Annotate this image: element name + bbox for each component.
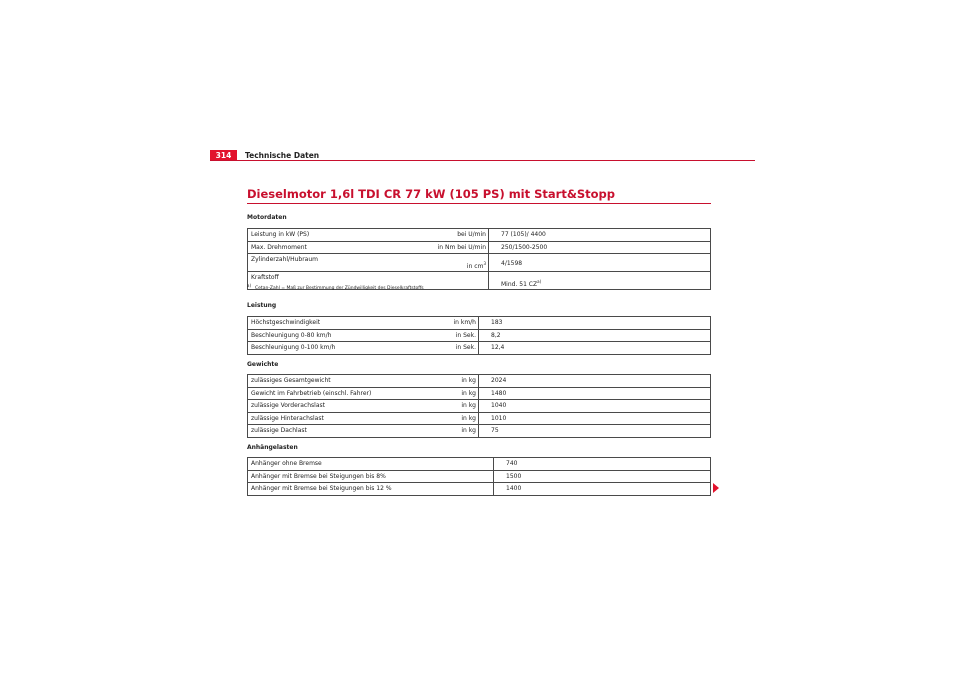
row-label: Anhänger mit Bremse bei Steigungen bis 12 %	[248, 483, 408, 496]
row-unit: in Nm bei U/min	[408, 241, 489, 254]
row-value: 2024	[479, 375, 711, 388]
row-unit: bei U/min	[408, 229, 489, 242]
row-label: Anhänger ohne Bremse	[248, 458, 408, 471]
section-label-gewichte: Gewichte	[247, 361, 279, 368]
table-row	[248, 458, 711, 471]
row-value: 8,2	[479, 329, 711, 342]
table-row	[248, 329, 711, 342]
section-label-anhaengelasten: Anhängelasten	[247, 444, 298, 451]
row-value	[489, 272, 711, 290]
row-label: zulässiges Gesamtgewicht	[248, 375, 408, 388]
row-unit: in kg	[408, 387, 479, 400]
row-label: zulässige Dachlast	[248, 425, 408, 438]
table-gewichte	[247, 374, 711, 438]
table-leistung	[247, 316, 711, 355]
row-label: Max. Drehmoment	[248, 241, 408, 254]
table-row	[248, 229, 711, 242]
table-row	[248, 375, 711, 388]
header-divider	[210, 160, 755, 161]
footnote-ref: a)	[537, 279, 542, 284]
row-value: 75	[479, 425, 711, 438]
table-row	[248, 241, 711, 254]
footnote-text: Cetan-Zahl = Maß zur Bestimmung der Zündwilligkeit des Dieselkraftstoffs	[255, 286, 424, 291]
row-unit: in km/h	[408, 317, 479, 330]
row-unit: in kg	[408, 425, 479, 438]
superscript: 3	[483, 261, 486, 266]
row-unit: in Sek.	[408, 342, 479, 355]
row-label: Höchstgeschwindigkeit	[248, 317, 408, 330]
row-value: 12,4	[479, 342, 711, 355]
row-value: 740	[494, 458, 711, 471]
table-row	[248, 470, 711, 483]
row-unit	[408, 470, 494, 483]
table-row	[248, 400, 711, 413]
row-value: 1010	[479, 412, 711, 425]
row-label: Leistung in kW (PS)	[248, 229, 408, 242]
table-row	[248, 412, 711, 425]
section-label-leistung: Leistung	[247, 302, 277, 309]
row-value: 4/1598	[489, 254, 711, 272]
row-label: zulässige Hinterachslast	[248, 412, 408, 425]
row-value: 1040	[479, 400, 711, 413]
row-value: 1400	[494, 483, 711, 496]
row-unit	[408, 254, 489, 272]
row-value-text: Mind. 51 CZ	[501, 281, 538, 288]
row-value: 1480	[479, 387, 711, 400]
row-value: 183	[479, 317, 711, 330]
page-title: Dieselmotor 1,6l TDI CR 77 kW (105 PS) mit Start&Stopp	[247, 187, 616, 201]
row-unit: in kg	[408, 375, 479, 388]
next-page-arrow-icon[interactable]	[713, 483, 719, 493]
title-divider	[247, 203, 711, 204]
table-motordaten	[247, 228, 711, 290]
row-label: Beschleunigung 0-80 km/h	[248, 329, 408, 342]
row-label: Beschleunigung 0-100 km/h	[248, 342, 408, 355]
footnote	[247, 282, 424, 292]
row-unit	[408, 458, 494, 471]
table-row	[248, 254, 711, 272]
footnote-mark: a)	[247, 282, 252, 288]
row-label: Zylinderzahl/Hubraum	[248, 254, 408, 272]
table-row	[248, 483, 711, 496]
row-unit: in Sek.	[408, 329, 479, 342]
row-label: zulässige Vorderachslast	[248, 400, 408, 413]
row-value: 77 (105)/ 4400	[489, 229, 711, 242]
row-label: Kraftstoff	[248, 272, 408, 290]
row-unit	[408, 483, 494, 496]
table-row	[248, 342, 711, 355]
row-value: 1500	[494, 470, 711, 483]
row-value: 250/1500-2500	[489, 241, 711, 254]
row-unit: in kg	[408, 400, 479, 413]
table-anhaengelasten	[247, 457, 711, 496]
table-row	[248, 425, 711, 438]
row-label: Anhänger mit Bremse bei Steigungen bis 8%	[248, 470, 408, 483]
chapter-title: Technische Daten	[245, 151, 320, 160]
table-row	[248, 387, 711, 400]
row-label: Gewicht im Fahrbetrieb (einschl. Fahrer)	[248, 387, 408, 400]
page-number: 314	[210, 150, 237, 161]
row-unit: in kg	[408, 412, 479, 425]
row-unit-text: in cm	[466, 263, 484, 270]
section-label-motordaten: Motordaten	[247, 214, 287, 221]
table-row	[248, 317, 711, 330]
